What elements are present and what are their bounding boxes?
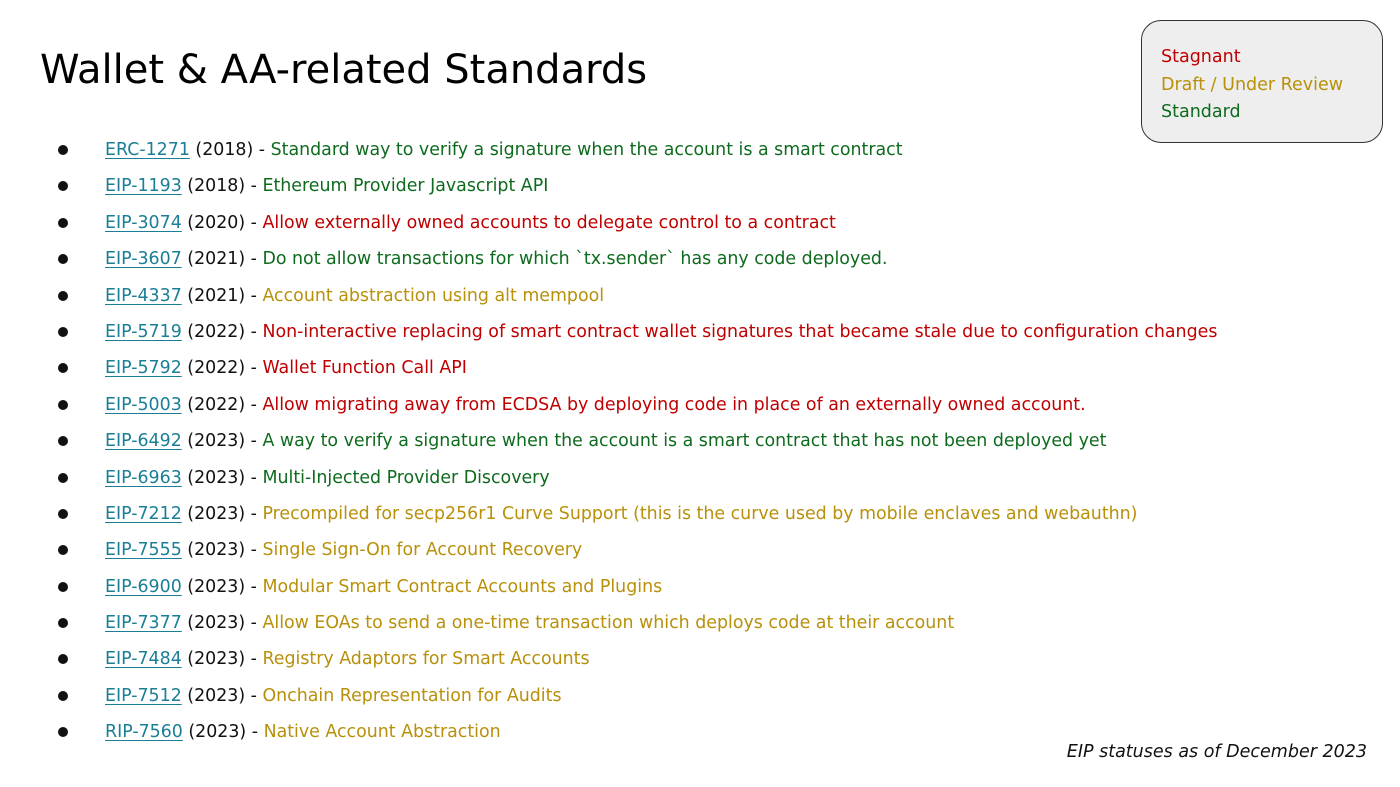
list-item bbox=[0, 350, 1217, 386]
eip-year: (2020) bbox=[187, 212, 246, 233]
eip-description: Ethereum Provider Javascript API bbox=[262, 176, 549, 197]
list-item bbox=[0, 569, 1217, 605]
list-item bbox=[0, 496, 1217, 532]
separator: - bbox=[245, 394, 263, 415]
list-item bbox=[0, 241, 1217, 277]
separator: - bbox=[245, 285, 263, 306]
eip-year: (2023) bbox=[187, 685, 246, 706]
list-item bbox=[0, 205, 1217, 241]
eip-link[interactable]: EIP-6492 bbox=[105, 431, 182, 452]
eip-link[interactable]: EIP-7555 bbox=[105, 540, 182, 561]
legend-standard: Standard bbox=[1161, 102, 1241, 122]
eip-description: Single Sign-On for Account Recovery bbox=[262, 540, 583, 561]
page-title: Wallet & AA-related Standards bbox=[40, 47, 648, 93]
separator: - bbox=[245, 358, 263, 379]
eip-link[interactable]: EIP-5792 bbox=[105, 358, 182, 379]
eip-year: (2018) bbox=[187, 176, 246, 197]
eip-link[interactable]: ERC-1271 bbox=[105, 140, 190, 160]
eip-description: Allow externally owned accounts to delegate control to a contract bbox=[262, 212, 836, 233]
bullet-dot bbox=[58, 327, 68, 337]
eip-description: Standard way to verify a signature when the account is a smart contract bbox=[270, 140, 903, 160]
eip-description: Native Account Abstraction bbox=[263, 722, 501, 743]
eip-description: Non-interactive replacing of smart contract wallet signatures that became stale due to configuration changes bbox=[262, 321, 1218, 342]
separator: - bbox=[245, 321, 263, 342]
eip-year: (2022) bbox=[187, 394, 246, 415]
eip-description: Wallet Function Call API bbox=[262, 358, 467, 379]
bullet-dot bbox=[58, 509, 68, 519]
separator: - bbox=[253, 140, 271, 160]
separator: - bbox=[245, 176, 263, 197]
status-legend bbox=[1141, 20, 1383, 143]
eip-description: Modular Smart Contract Accounts and Plugins bbox=[262, 576, 663, 597]
list-item bbox=[0, 641, 1217, 677]
separator: - bbox=[245, 576, 263, 597]
bullet-dot bbox=[58, 654, 68, 664]
bullet-dot bbox=[58, 181, 68, 191]
bullet-dot bbox=[58, 582, 68, 592]
bullet-dot bbox=[58, 436, 68, 446]
bullet-dot bbox=[58, 363, 68, 373]
eip-link[interactable]: EIP-3074 bbox=[105, 212, 182, 233]
eip-description: Precompiled for secp256r1 Curve Support (this is the curve used by mobile enclaves and webauthn) bbox=[262, 503, 1138, 524]
eip-year: (2021) bbox=[187, 249, 246, 270]
eip-description: Onchain Representation for Audits bbox=[262, 685, 562, 706]
standards-list bbox=[0, 132, 1217, 751]
eip-link[interactable]: EIP-7512 bbox=[105, 685, 182, 706]
eip-description: Multi-Injected Provider Discovery bbox=[262, 467, 550, 488]
bullet-dot bbox=[58, 291, 68, 301]
separator: - bbox=[245, 685, 263, 706]
eip-link[interactable]: EIP-6900 bbox=[105, 576, 182, 597]
eip-link[interactable]: EIP-7377 bbox=[105, 613, 182, 634]
list-item bbox=[0, 678, 1217, 714]
eip-description: Allow migrating away from ECDSA by deploying code in place of an externally owned account. bbox=[262, 394, 1086, 415]
eip-year: (2021) bbox=[187, 285, 246, 306]
eip-year: (2023) bbox=[187, 540, 246, 561]
eip-year: (2023) bbox=[187, 649, 246, 670]
bullet-dot bbox=[58, 618, 68, 628]
list-item bbox=[0, 423, 1217, 459]
list-item bbox=[0, 314, 1217, 350]
separator: - bbox=[245, 212, 263, 233]
list-item bbox=[0, 168, 1217, 204]
bullet-dot bbox=[58, 691, 68, 701]
list-item bbox=[0, 278, 1217, 314]
separator: - bbox=[245, 503, 263, 524]
eip-link[interactable]: EIP-5003 bbox=[105, 394, 182, 415]
list-item bbox=[0, 714, 1217, 750]
eip-link[interactable]: EIP-3607 bbox=[105, 249, 182, 270]
eip-link[interactable]: EIP-6963 bbox=[105, 467, 182, 488]
eip-year: (2023) bbox=[187, 467, 246, 488]
separator: - bbox=[245, 249, 263, 270]
eip-link[interactable]: EIP-4337 bbox=[105, 285, 182, 306]
eip-year: (2023) bbox=[187, 576, 246, 597]
eip-link[interactable]: EIP-1193 bbox=[105, 176, 182, 197]
eip-year: (2022) bbox=[187, 321, 246, 342]
list-item bbox=[0, 605, 1217, 641]
separator: - bbox=[245, 613, 263, 634]
separator: - bbox=[245, 540, 263, 561]
eip-link[interactable]: EIP-7212 bbox=[105, 503, 182, 524]
legend-draft: Draft / Under Review bbox=[1161, 74, 1344, 95]
separator: - bbox=[246, 722, 264, 743]
eip-year: (2023) bbox=[187, 431, 246, 452]
eip-link[interactable]: EIP-5719 bbox=[105, 321, 182, 342]
separator: - bbox=[245, 431, 263, 452]
bullet-dot bbox=[58, 473, 68, 483]
eip-link[interactable]: EIP-7484 bbox=[105, 649, 182, 670]
bullet-dot bbox=[58, 145, 68, 155]
list-item bbox=[0, 460, 1217, 496]
eip-description: Registry Adaptors for Smart Accounts bbox=[262, 649, 590, 670]
eip-year: (2023) bbox=[187, 503, 246, 524]
bullet-dot bbox=[58, 254, 68, 264]
list-item bbox=[0, 532, 1217, 568]
bullet-dot bbox=[58, 727, 68, 737]
list-item bbox=[0, 132, 1217, 168]
eip-description: Allow EOAs to send a one-time transaction which deploys code at their account bbox=[262, 613, 955, 634]
eip-description: Account abstraction using alt mempool bbox=[262, 285, 605, 306]
legend-stagnant: Stagnant bbox=[1161, 47, 1241, 67]
eip-link[interactable]: RIP-7560 bbox=[105, 722, 183, 743]
list-item bbox=[0, 387, 1217, 423]
separator: - bbox=[245, 649, 263, 670]
eip-description: Do not allow transactions for which `tx.sender` has any code deployed. bbox=[262, 249, 888, 270]
eip-year: (2022) bbox=[187, 358, 246, 379]
eip-year: (2023) bbox=[187, 613, 246, 634]
separator: - bbox=[245, 467, 263, 488]
bullet-dot bbox=[58, 400, 68, 410]
bullet-dot bbox=[58, 218, 68, 228]
eip-description: A way to verify a signature when the account is a smart contract that has not been deployed yet bbox=[262, 431, 1107, 452]
eip-year: (2023) bbox=[188, 722, 247, 743]
status-date-note: EIP statuses as of December 2023 bbox=[1066, 742, 1367, 762]
bullet-dot bbox=[58, 545, 68, 555]
eip-year: (2018) bbox=[195, 140, 254, 160]
